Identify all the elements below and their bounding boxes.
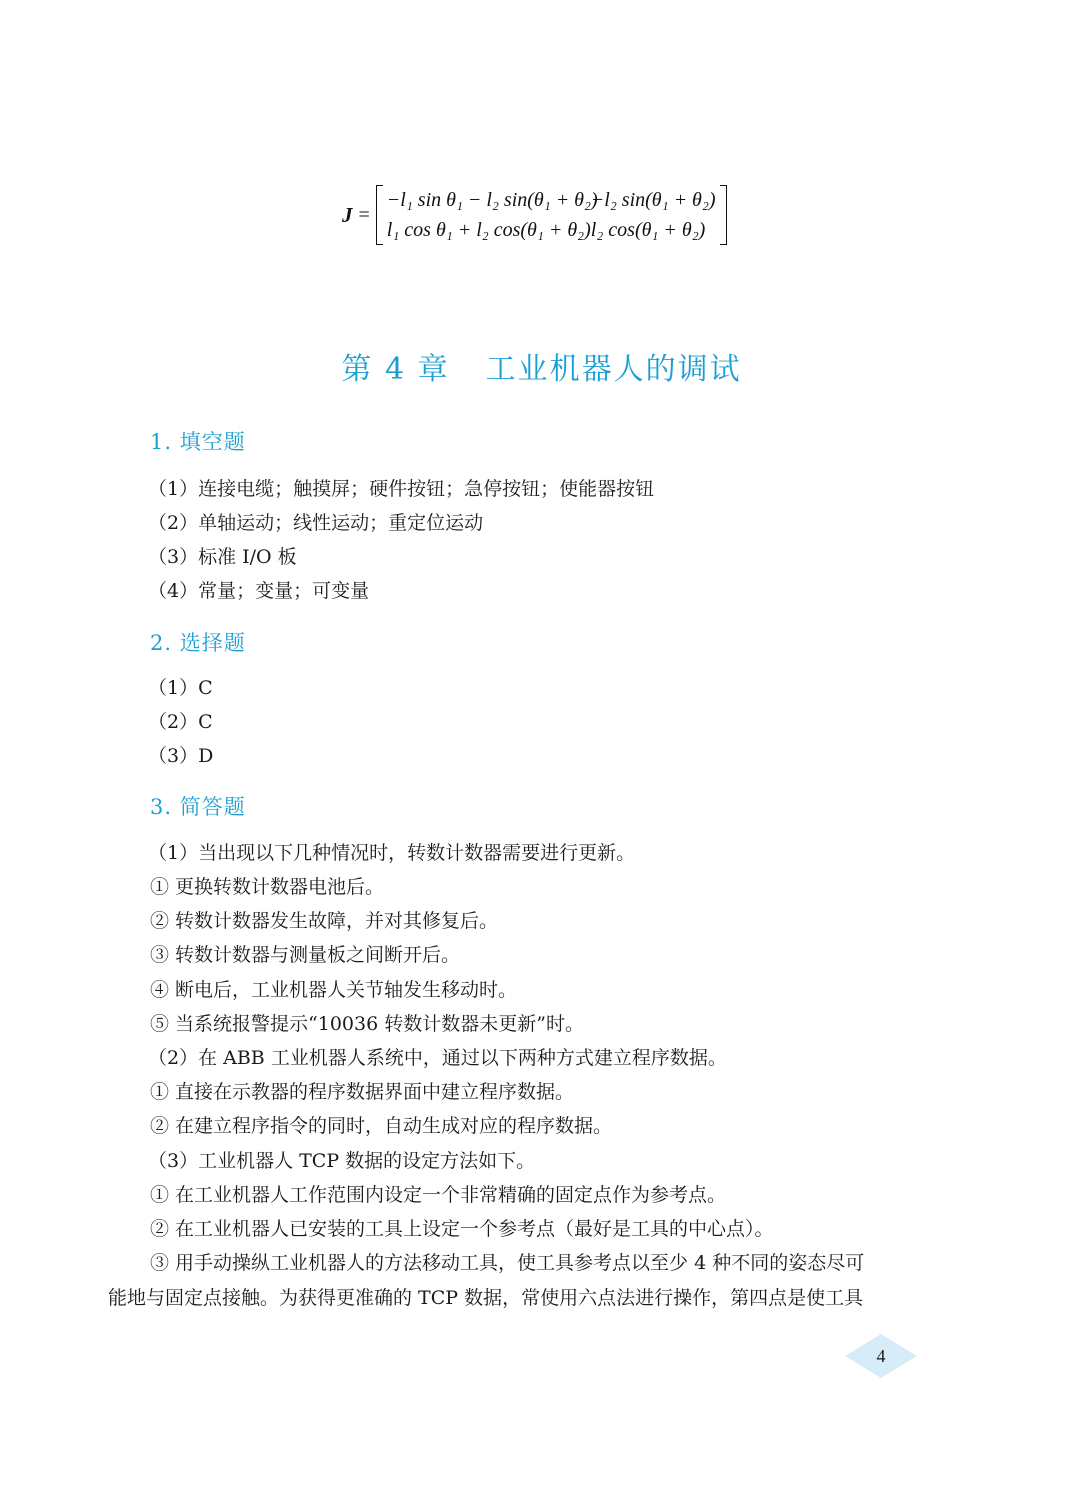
section-heading-choice: 2. 选择题 xyxy=(150,631,246,655)
matrix-cell: −l₁ sin θ₁ − l₂ sin(θ₁ + θ₂) xyxy=(386,189,598,211)
formula-label: J xyxy=(342,202,353,227)
answer-line: （1）C xyxy=(148,677,213,699)
formula-equals: = xyxy=(358,203,370,226)
answer-line: ② 转数计数器发生故障，并对其修复后。 xyxy=(150,910,499,932)
answer-line: 能地与固定点接触。为获得更准确的 TCP 数据，常使用六点法进行操作，第四点是使工具 xyxy=(108,1287,864,1309)
answer-line: ① 更换转数计数器电池后。 xyxy=(150,876,385,898)
answer-line: （4）常量；变量；可变量 xyxy=(148,580,370,602)
jacobian-matrix xyxy=(376,185,727,245)
answer-line: （3）D xyxy=(148,745,214,767)
matrix-row xyxy=(387,215,716,245)
chapter-title xyxy=(0,344,1083,388)
answer-line: （2）在 ABB 工业机器人系统中，通过以下两种方式建立程序数据。 xyxy=(148,1047,727,1069)
section-heading-short-answer: 3. 简答题 xyxy=(150,795,246,819)
answer-line: ② 在建立程序指令的同时，自动生成对应的程序数据。 xyxy=(150,1115,613,1137)
answer-line: ⑤ 当系统报警提示“10036 转数计数器未更新”时。 xyxy=(150,1013,584,1035)
answer-line: （2）C xyxy=(148,711,213,733)
answer-line: （3）标准 I/O 板 xyxy=(148,546,297,568)
answer-line: ① 直接在示教器的程序数据界面中建立程序数据。 xyxy=(150,1081,575,1103)
page-number-badge xyxy=(845,1334,917,1378)
answer-line: （2）单轴运动；线性运动；重定位运动 xyxy=(148,512,484,534)
answer-line: （1）当出现以下几种情况时，转数计数器需要进行更新。 xyxy=(148,842,636,864)
matrix-cell: l₁ cos θ₁ + l₂ cos(θ₁ + θ₂) xyxy=(386,219,591,241)
chapter-name: 工业机器人的调试 xyxy=(485,352,742,387)
page-number: 4 xyxy=(876,1346,886,1366)
answer-line: ② 在工业机器人已安装的工具上设定一个参考点（最好是工具的中心点）。 xyxy=(150,1218,774,1240)
answer-line: ③ 转数计数器与测量板之间断开后。 xyxy=(150,944,461,966)
answer-line: ① 在工业机器人工作范围内设定一个非常精确的固定点作为参考点。 xyxy=(150,1184,727,1206)
answer-line: ③ 用手动操纵工业机器人的方法移动工具，使工具参考点以至少 4 种不同的姿态尽可 xyxy=(150,1252,865,1274)
answer-line: （1）连接电缆；触摸屏；硬件按钮；急停按钮；使能器按钮 xyxy=(148,478,655,500)
jacobian-formula xyxy=(342,182,727,248)
answer-line: ④ 断电后，工业机器人关节轴发生移动时。 xyxy=(150,979,518,1001)
matrix-cell: l₂ cos(θ₁ + θ₂) xyxy=(590,219,706,241)
matrix-row xyxy=(387,185,716,215)
section-heading-fill-blank: 1. 填空题 xyxy=(150,430,246,454)
chapter-number: 第 4 章 xyxy=(341,352,450,387)
matrix-cell: −l₂ sin(θ₁ + θ₂) xyxy=(590,189,716,211)
answer-line: （3）工业机器人 TCP 数据的设定方法如下。 xyxy=(148,1150,536,1172)
